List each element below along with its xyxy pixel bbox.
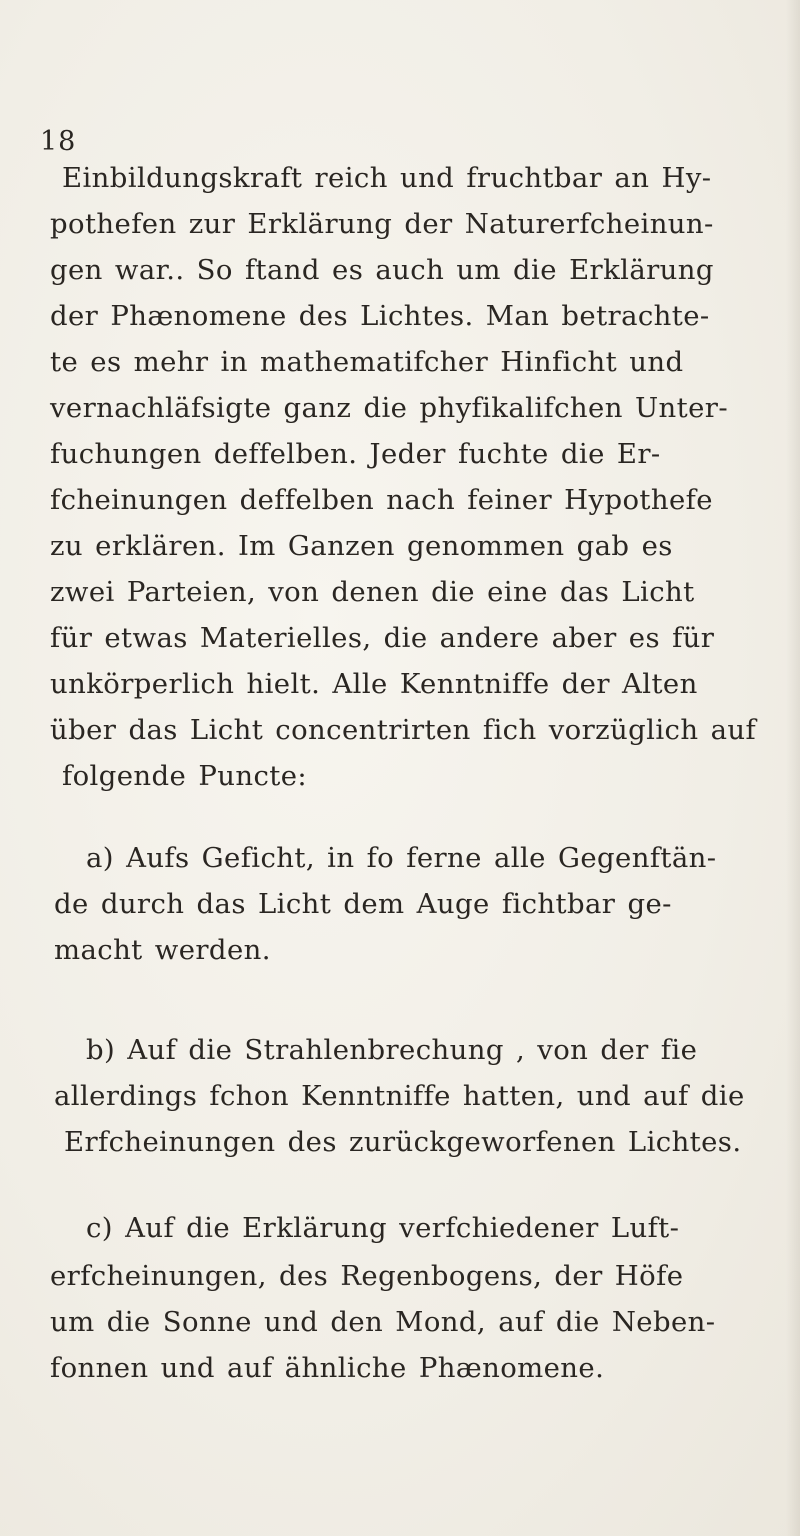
text-line: fuchungen deffelben. Jeder fuchte die Er- xyxy=(50,438,661,470)
list-item-a-line: macht werden. xyxy=(54,934,271,966)
text-line: pothefen zur Erklärung der Naturerfcheinun- xyxy=(50,208,714,240)
text-line: zwei Parteien, von denen die eine das Licht xyxy=(50,576,695,608)
page-number: 18 xyxy=(40,126,77,157)
text-line: te es mehr in mathematifcher Hinficht und xyxy=(50,346,684,378)
list-item-b-line: Erfcheinungen des zurückgeworfenen Lichtes. xyxy=(64,1126,742,1158)
list-item-c-line: fonnen und auf ähnliche Phænomene. xyxy=(50,1352,605,1384)
text-line: unkörperlich hielt. Alle Kenntniffe der Alten xyxy=(50,668,698,700)
list-item-a-line: a) Aufs Geficht, in fo ferne alle Gegenftän- xyxy=(86,842,717,874)
text-line: für etwas Materielles, die andere aber es für xyxy=(50,622,715,654)
page-edge-shadow xyxy=(786,0,800,1536)
text-line: zu erklären. Im Ganzen genommen gab es xyxy=(50,530,673,562)
text-line: folgende Puncte: xyxy=(62,760,308,792)
text-line: gen war.. So ftand es auch um die Erklärung xyxy=(50,254,714,286)
text-line: der Phænomene des Lichtes. Man betrachte- xyxy=(50,300,710,332)
text-line: über das Licht concentrirten fich vorzüglich auf xyxy=(50,714,757,746)
text-line: vernachläfsigte ganz die phyfikalifchen Unter- xyxy=(50,392,729,424)
list-item-c-line: c) Auf die Erklärung verfchiedener Luft- xyxy=(86,1212,680,1244)
list-item-b-line: allerdings fchon Kenntniffe hatten, und auf die xyxy=(54,1080,745,1112)
text-line: Einbildungskraft reich und fruchtbar an Hy- xyxy=(62,162,712,194)
list-item-b-line: b) Auf die Strahlenbrechung , von der fie xyxy=(86,1034,698,1066)
list-item-c-line: erfcheinungen, des Regenbogens, der Höfe xyxy=(50,1260,684,1292)
list-item-a-line: de durch das Licht dem Auge fichtbar ge- xyxy=(54,888,672,920)
text-line: fcheinungen deffelben nach feiner Hypothefe xyxy=(50,484,713,516)
list-item-c-line: um die Sonne und den Mond, auf die Neben- xyxy=(50,1306,716,1338)
